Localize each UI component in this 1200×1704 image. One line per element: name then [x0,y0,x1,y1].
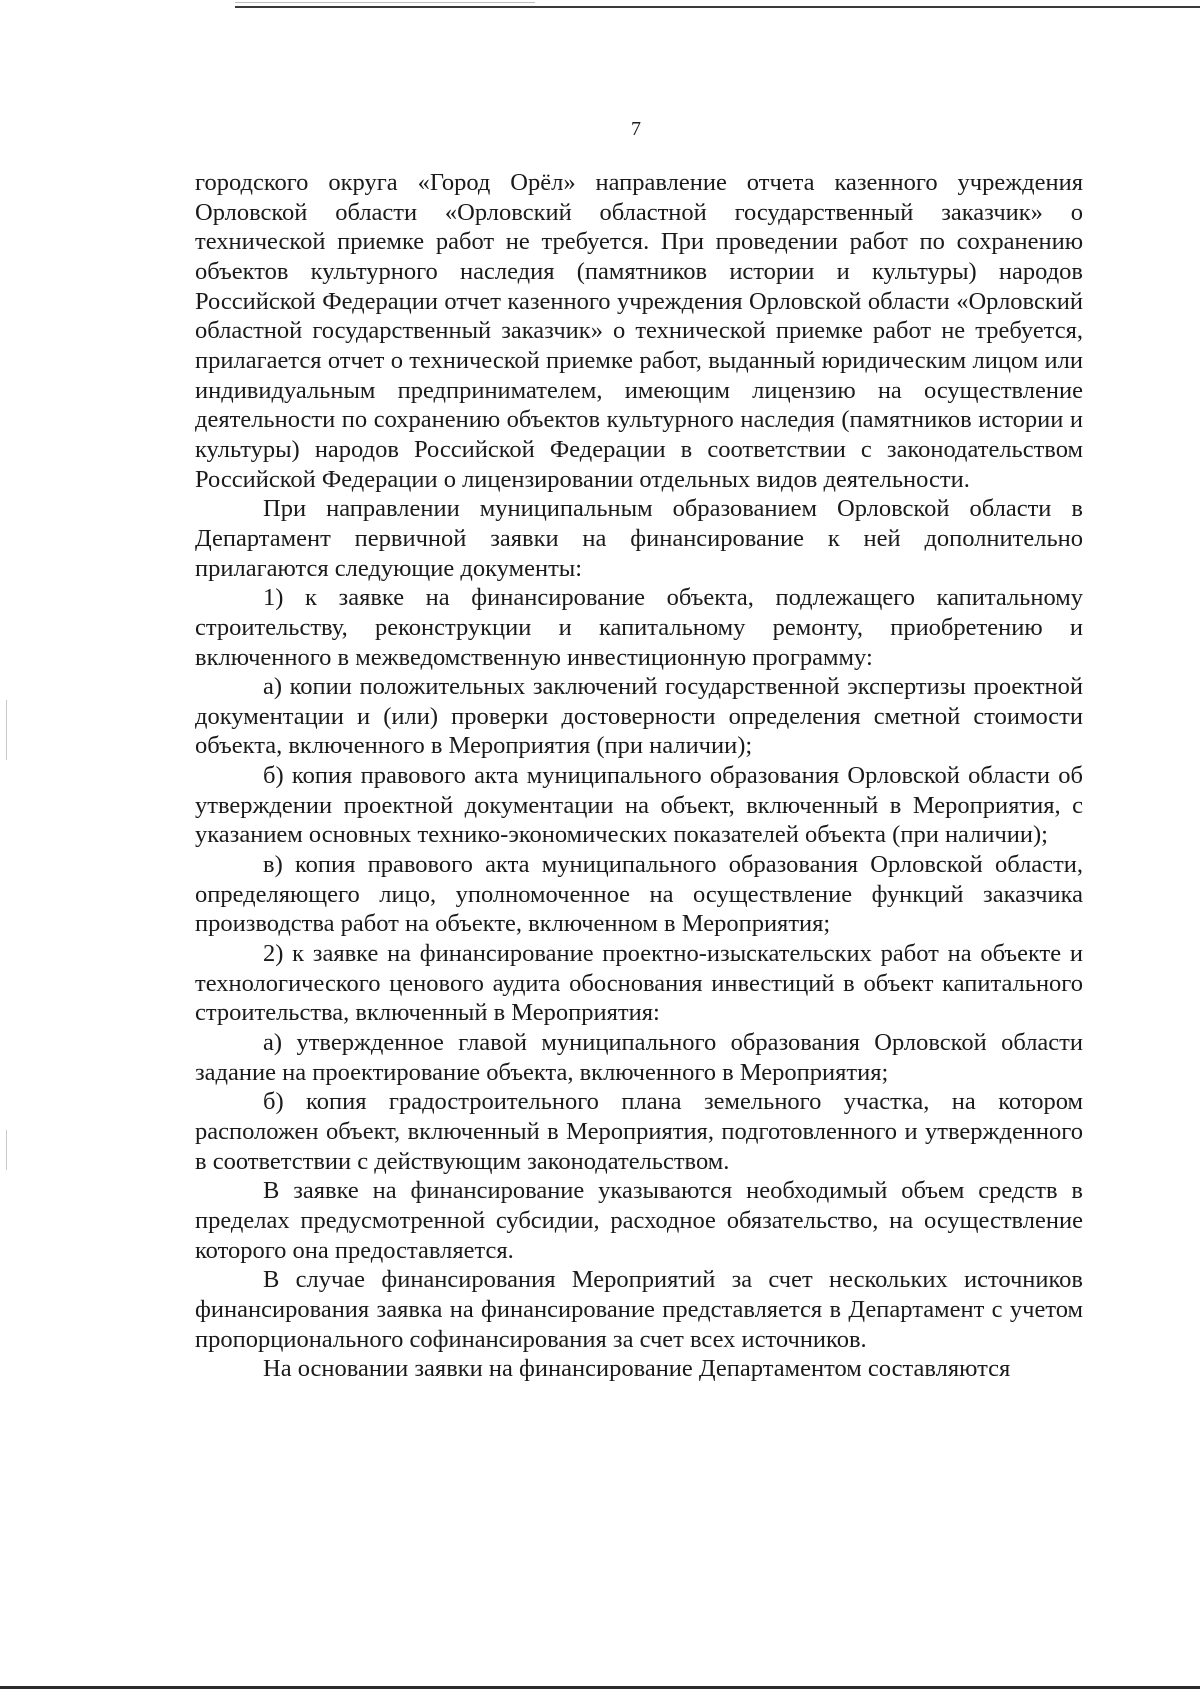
scan-edge-top [235,6,1200,8]
paragraph-continuation: городского округа «Город Орёл» направление отчета казенного учреждения Орловской области «Орловский областной государственный заказчик» о технической приемке работ не требуется. При проведении работ по сохранению объектов культурного наследия (памятников истории и культуры) народов Российской Федерации отчет казенного учреждения Орловской области «Орловский областной государственный заказчик» о технической приемке работ не требуется, прилагается отчет о технической приемке работ, выданный юридическим лицом или индивидуальным предпринимателем, имеющим лицензию на осуществление деятельности по сохранению объектов культурного наследия (памятников истории и культуры) народов Российской Федерации в соответствии с законодательством Российской Федерации о лицензировании отдельных видов деятельности. [195,169,1083,493]
list-item-1b: б) копия правового акта муниципального образования Орловской области об утверждении проектной документации на объект, включенный в Мероприятия, с указанием основных технико-экономических показателей объекта (при наличии); [195,762,1083,849]
list-item-2: 2) к заявке на финансирование проектно-изыскательских работ на объекте и технологического ценового аудита обоснования инвестиций в объект капитального строительства, включенный в Мероприятия: [195,940,1083,1027]
paragraph-multiple-sources: В случае финансирования Мероприятий за счет нескольких источников финансирования заявка на финансирование представляется в Департамент с учетом пропорционального софинансирования за счет всех источников. [195,1266,1083,1353]
list-item-1a: а) копии положительных заключений государственной экспертизы проектной документации и (или) проверки достоверности определения сметной стоимости объекта, включенного в Мероприятия (при наличии); [195,673,1083,760]
list-item-2a: а) утвержденное главой муниципального образования Орловской области задание на проектирование объекта, включенного в Мероприятия; [195,1029,1083,1086]
scan-edge-bottom [0,1686,1200,1689]
paragraph-department-basis: На основании заявки на финансирование Департаментом составляются [263,1355,1011,1383]
page-number: 7 [631,118,641,140]
list-item-1c: в) копия правового акта муниципального образования Орловской области, определяющего лицо, уполномоченное на осуществление функций заказчика производства работ на объекте, включенном в Мероприятия; [195,851,1083,938]
scan-edge-top-faint [235,2,535,3]
list-item-1: 1) к заявке на финансирование объекта, подлежащего капитальному строительству, реконструкции и капитальному ремонту, приобретению и включенного в межведомственную инвестиционную программу: [195,584,1083,671]
list-item-2b: б) копия градостроительного плана земельного участка, на котором расположен объект, включенный в Мероприятия, подготовленного и утвержденного в соответствии с действующим законодательством. [195,1088,1083,1175]
scan-speck-left [6,1130,7,1170]
paragraph-funding-request: В заявке на финансирование указываются необходимый объем средств в пределах предусмотренной субсидии, расходное обязательство, на осуществление которого она предоставляется. [195,1177,1083,1264]
scan-speck-left [6,700,7,760]
paragraph-documents-intro: При направлении муниципальным образованием Орловской области в Департамент первичной заявки на финансирование к ней дополнительно прилагаются следующие документы: [195,495,1083,582]
document-body [195,168,1083,1384]
